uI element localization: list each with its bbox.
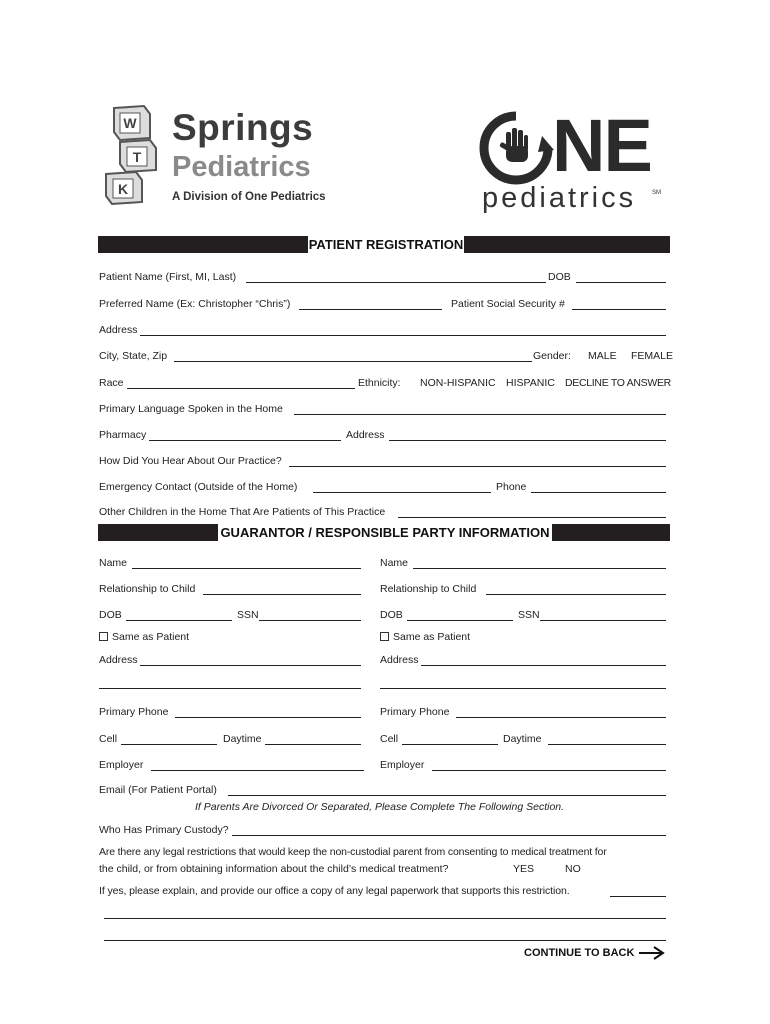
- guarantor1-name-label: Name: [99, 557, 128, 569]
- guarantor2-dob-label: DOB: [380, 609, 403, 621]
- guarantor1-daytime-field[interactable]: [265, 733, 361, 745]
- guarantor2-name-field[interactable]: [413, 557, 666, 569]
- race-label: Race: [99, 377, 124, 389]
- gender-male-option[interactable]: MALE: [588, 350, 617, 362]
- guarantor2-address-label: Address: [380, 654, 419, 666]
- continue-label: CONTINUE TO BACK: [524, 946, 635, 959]
- service-mark: SM: [652, 190, 661, 196]
- ethnicity-non-hispanic-option[interactable]: NON-HISPANIC: [420, 377, 496, 389]
- custody-label: Who Has Primary Custody?: [99, 824, 229, 836]
- springs-wordmark: Springs: [172, 107, 314, 148]
- guarantor1-name-field[interactable]: [132, 557, 361, 569]
- other-children-label: Other Children in the Home That Are Patients of This Practice: [99, 506, 386, 518]
- language-label: Primary Language Spoken in the Home: [99, 403, 283, 415]
- ethnicity-decline-option[interactable]: DECLINE TO ANSWER: [565, 377, 671, 389]
- ethnicity-hispanic-option[interactable]: HISPANIC: [506, 377, 555, 389]
- guarantor1-ssn-field[interactable]: [259, 609, 361, 621]
- patient-name-label: Patient Name (First, MI, Last): [99, 271, 237, 283]
- address-label: Address: [99, 324, 138, 336]
- patient-registration-bar: [98, 236, 670, 253]
- preferred-name-label: Preferred Name (Ex: Christopher “Chris”): [99, 298, 291, 310]
- guarantor2-same-label: Same as Patient: [393, 631, 471, 643]
- emergency-contact-field[interactable]: [313, 481, 491, 493]
- guarantor1-address-field[interactable]: [140, 654, 361, 666]
- preferred-name-field[interactable]: [299, 298, 442, 310]
- guarantor1-phone-field[interactable]: [175, 706, 361, 718]
- guarantor2-daytime-label: Daytime: [503, 733, 542, 745]
- restrictions-question-line2: the child, or from obtaining information about the child’s medical treatment?: [99, 863, 449, 875]
- svg-text:W: W: [123, 115, 137, 131]
- guarantor1-same-label: Same as Patient: [112, 631, 190, 643]
- city-state-zip-label: City, State, Zip: [99, 350, 168, 362]
- address-field[interactable]: [140, 324, 666, 336]
- ssn-field[interactable]: [572, 298, 666, 310]
- hear-about-field[interactable]: [289, 455, 666, 467]
- restrictions-yes-option[interactable]: YES: [513, 863, 535, 875]
- hear-about-label: How Did You Hear About Our Practice?: [99, 455, 282, 467]
- ssn-label: Patient Social Security #: [451, 298, 565, 310]
- guarantor1-ssn-label: SSN: [237, 609, 259, 621]
- pediatrics-wordmark: Pediatrics: [172, 151, 311, 183]
- explain-field[interactable]: [610, 885, 666, 897]
- guarantor2-phone-label: Primary Phone: [380, 706, 450, 718]
- emergency-phone-label: Phone: [496, 481, 527, 493]
- restrictions-question-line1: Are there any legal restrictions that would keep the non-custodial parent from consenting to medical treatment for: [99, 846, 607, 858]
- svg-text:K: K: [117, 181, 129, 197]
- guarantor2-cell-field[interactable]: [402, 733, 498, 745]
- city-state-zip-field[interactable]: [174, 350, 532, 362]
- hand-circle-icon: [478, 110, 554, 186]
- guarantor1-address-label: Address: [99, 654, 138, 666]
- guarantor2-relationship-field[interactable]: [486, 583, 666, 595]
- guarantor1-employer-label: Employer: [99, 759, 144, 771]
- guarantor1-cell-label: Cell: [99, 733, 118, 745]
- one-wordmark: NE: [552, 104, 651, 187]
- emergency-phone-field[interactable]: [531, 481, 666, 493]
- dob-field[interactable]: [576, 271, 666, 283]
- one-pediatrics-wordmark: pediatrics: [482, 182, 637, 214]
- dob-label: DOB: [548, 271, 571, 283]
- explain-label: If yes, please explain, and provide our office a copy of any legal paperwork that supports this restriction.: [99, 885, 570, 897]
- guarantor1-cell-field[interactable]: [121, 733, 217, 745]
- restrictions-no-option[interactable]: NO: [565, 863, 581, 875]
- svg-text:T: T: [132, 149, 142, 165]
- ethnicity-label: Ethnicity:: [358, 377, 401, 389]
- guarantor-bar: [98, 524, 670, 541]
- guarantor1-dob-label: DOB: [99, 609, 122, 621]
- divorce-note: If Parents Are Divorced Or Separated, Please Complete The Following Section.: [195, 801, 565, 813]
- guarantor2-employer-field[interactable]: [432, 759, 666, 771]
- springs-pediatrics-logo: [100, 104, 340, 208]
- continue-to-back: [524, 944, 665, 960]
- guarantor1-relationship-field[interactable]: [203, 583, 361, 595]
- guarantor2-cell-label: Cell: [380, 733, 399, 745]
- guarantor1-same-checkbox[interactable]: [99, 632, 108, 641]
- pharmacy-label: Pharmacy: [99, 429, 147, 441]
- one-pediatrics-logo: [478, 106, 670, 216]
- patient-name-field[interactable]: [246, 271, 546, 283]
- emergency-contact-label: Emergency Contact (Outside of the Home): [99, 481, 298, 493]
- guarantor2-same-checkbox[interactable]: [380, 632, 389, 641]
- guarantor2-daytime-field[interactable]: [548, 733, 666, 745]
- division-tagline: A Division of One Pediatrics: [172, 191, 326, 203]
- explain-field-2[interactable]: [104, 907, 666, 919]
- pharmacy-field[interactable]: [149, 429, 341, 441]
- guarantor2-ssn-field[interactable]: [540, 609, 666, 621]
- email-label: Email (For Patient Portal): [99, 784, 217, 796]
- guarantor1-relationship-label: Relationship to Child: [99, 583, 196, 595]
- guarantor2-phone-field[interactable]: [456, 706, 666, 718]
- guarantor1-address-field-2[interactable]: [99, 677, 361, 689]
- gender-female-option[interactable]: FEMALE: [631, 350, 674, 362]
- gender-label: Gender:: [533, 350, 571, 362]
- guarantor1-phone-label: Primary Phone: [99, 706, 169, 718]
- arrow-right-icon: [639, 946, 665, 960]
- guarantor1-daytime-label: Daytime: [223, 733, 262, 745]
- guarantor2-address-field-2[interactable]: [380, 677, 666, 689]
- race-field[interactable]: [127, 377, 355, 389]
- guarantor2-address-field[interactable]: [421, 654, 666, 666]
- guarantor2-ssn-label: SSN: [518, 609, 540, 621]
- guarantor1-employer-field[interactable]: [151, 759, 364, 771]
- patient-registration-title: PATIENT REGISTRATION: [308, 237, 464, 252]
- pharmacy-address-label: Address: [346, 429, 385, 441]
- guarantor-title: GUARANTOR / RESPONSIBLE PARTY INFORMATION: [218, 524, 552, 541]
- pharmacy-address-field[interactable]: [389, 429, 666, 441]
- guarantor2-relationship-label: Relationship to Child: [380, 583, 477, 595]
- guarantor2-employer-label: Employer: [380, 759, 425, 771]
- other-children-field[interactable]: [398, 506, 666, 518]
- guarantor1-dob-field[interactable]: [126, 609, 232, 621]
- custody-field[interactable]: [232, 824, 666, 836]
- explain-field-3[interactable]: [104, 929, 666, 941]
- alphabet-blocks-icon: [100, 104, 162, 208]
- guarantor2-dob-field[interactable]: [407, 609, 513, 621]
- guarantor2-name-label: Name: [380, 557, 409, 569]
- language-field[interactable]: [294, 403, 666, 415]
- email-field[interactable]: [228, 784, 666, 796]
